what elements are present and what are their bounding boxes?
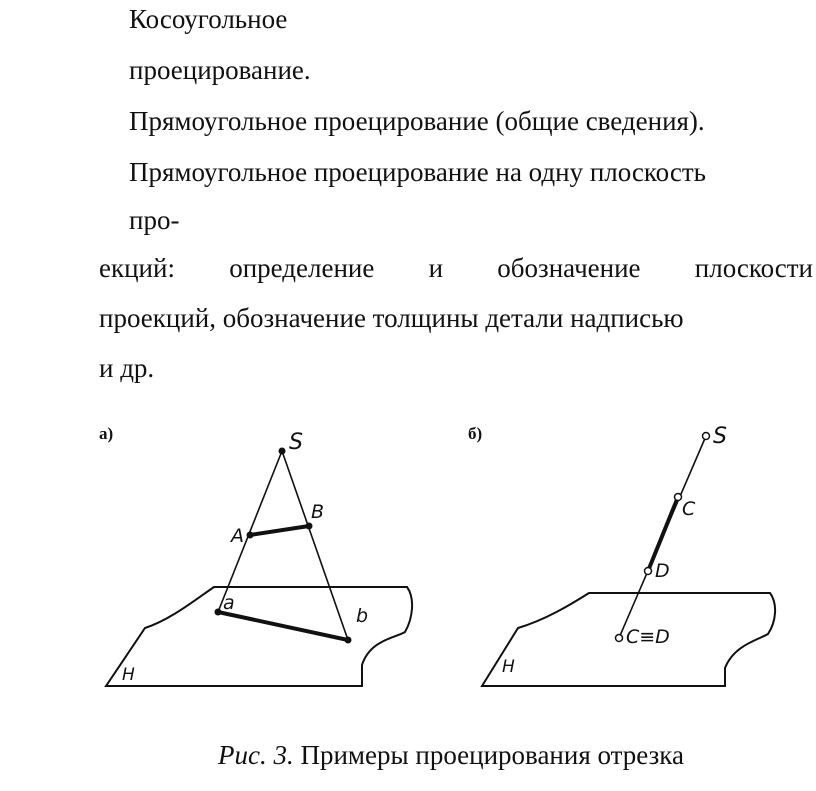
label-d: D [655,560,670,582]
label-b-upper: B [311,501,325,523]
label-h-b: H [502,657,515,677]
text-line-3: Прямоугольное проецирование (общие сведения). [129,106,705,136]
point-b-proj [345,637,352,644]
label-c: C [682,498,696,520]
point-s-a [279,448,286,455]
panel-b-label: б) [468,424,483,443]
label-b-lower: b [356,605,369,627]
label-s-a: S [289,430,303,455]
point-s-b [703,433,710,440]
text-line-8: и др. [99,353,155,383]
label-a-lower: a [223,592,235,614]
point-b [306,523,313,530]
text-line-1: Косоугольное [129,4,288,34]
figure-caption [218,740,684,771]
plane-h-a [106,587,412,686]
label-h-a: H [122,665,135,685]
text-line-6: екций: определение и обозначение плоскости [99,253,813,283]
point-cd-proj [616,635,623,642]
label-cd-proj: C≡D [626,626,670,648]
point-a-proj [215,609,222,616]
segment-ab [250,526,309,535]
text-line-2: проецирование. [129,55,311,85]
text-line-7: проекций, обозначение толщины детали надписью [99,303,684,333]
text-line-4: Прямоугольное проецирование на одну плоскость [129,157,706,187]
point-a [247,532,254,539]
panel-a-label: а) [99,424,114,443]
segment-ab-projection [218,612,348,640]
point-c [675,494,682,501]
caption-text: Примеры проецирования отрезка [293,740,684,770]
label-s-b: S [713,424,727,449]
point-d [645,568,652,575]
label-a-upper: A [231,525,244,547]
text-line-5: про- [129,205,180,235]
caption-prefix: Рис. 3. [218,740,294,770]
ray-sb [282,451,348,640]
